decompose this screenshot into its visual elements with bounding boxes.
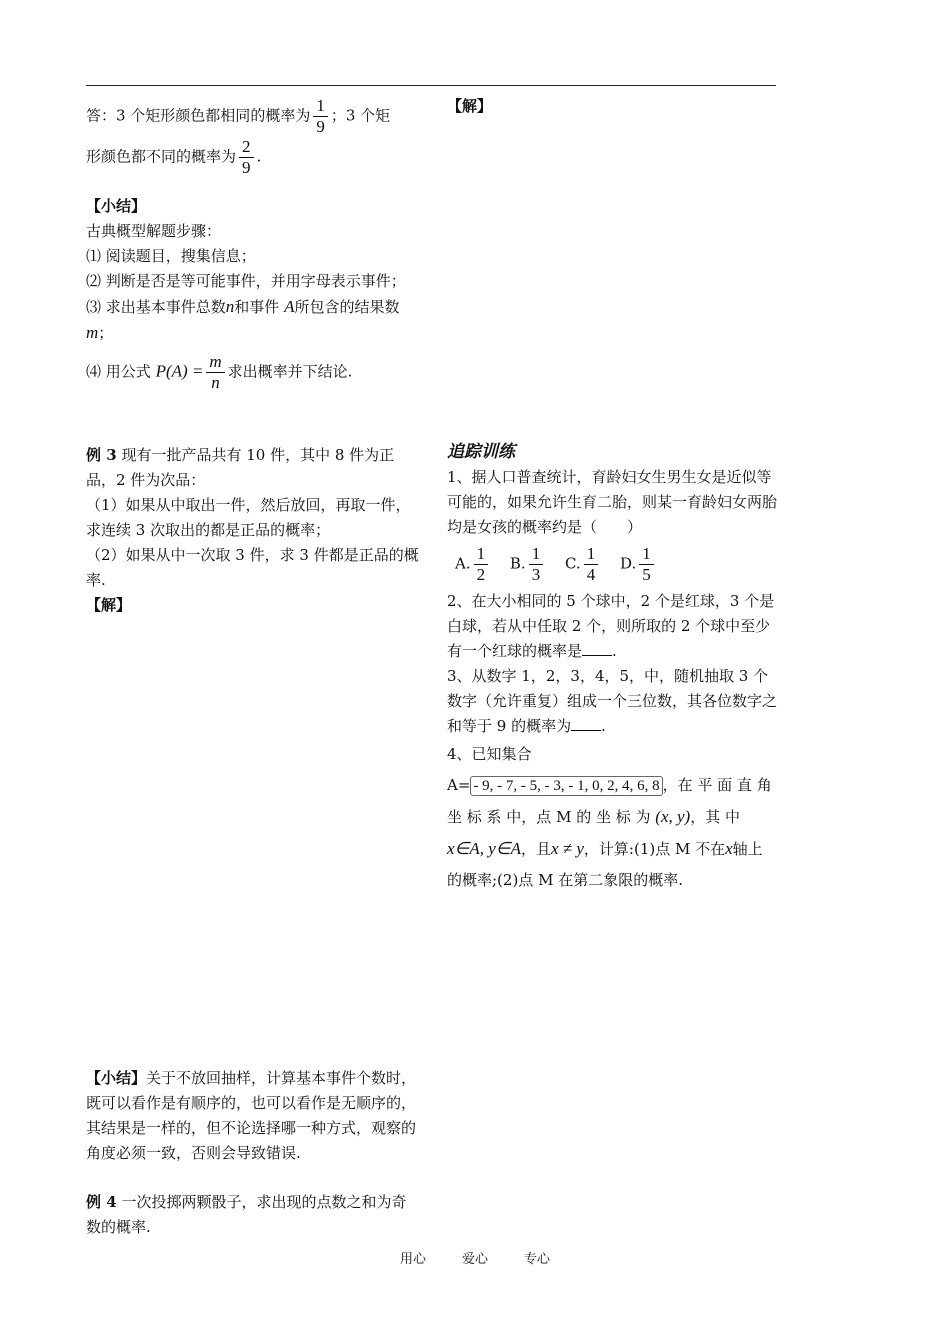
example-3-question-2: （2）如果从中一次取 3 件，求 3 件都是正品的概率.	[86, 546, 419, 589]
option-b: B. $\frac{1}{3}$	[510, 544, 546, 585]
example-4	[86, 1190, 421, 1240]
step-1: ⑴ 阅读题目，搜集信息；	[86, 247, 256, 265]
summary-2	[86, 1066, 421, 1166]
answer-text: 答：3 个矩形颜色都相同的概率为	[86, 106, 311, 125]
question-3: 3、从数字 1，2，3，4，5，中，随机抽取 3 个数字（允许重复）组成一个三位数，其各位数字之和等于 9 的概率为 .	[447, 667, 778, 735]
option-d: D. $\frac{1}{5}$	[620, 544, 657, 585]
header-rule	[86, 85, 776, 86]
example-4-text: 一次投掷两颗骰子，求出现的点数之和为奇数的概率.	[86, 1193, 407, 1236]
summary-2-heading: 【小结】	[86, 1069, 147, 1087]
formula: P(A) =	[155, 361, 204, 381]
step-4: ⑷ 用公式 P(A) = $\frac{m}{n}$ 求出概率并下结论.	[86, 352, 353, 392]
example-4-label: 例 4	[86, 1193, 117, 1211]
summary-section	[86, 194, 421, 393]
answer-blank	[571, 716, 601, 731]
coordinate: (x, y)	[655, 807, 691, 826]
example-3	[86, 443, 421, 618]
summary-heading: 【小结】	[86, 197, 147, 215]
step-3: ⑶ 求出基本事件总数n和事件 A所包含的结果数m；	[86, 297, 400, 342]
summary-intro: 古典概型解题步骤：	[86, 222, 222, 240]
summary-2-text: 关于不放回抽样，计算基本事件个数时，既可以看作是有顺序的，也可以看作是无顺序的，其结果是一样的，但不论选择哪一种方式，观察的角度必须一致，否则会导致错误.	[86, 1069, 417, 1162]
right-solution: 【解】	[447, 97, 493, 115]
question-1: 1、据人口普查统计，育龄妇女生男生女是近似等可能的，如果允许生育二胎，则某一育龄妇女两胎均是女孩的概率约是（ ）	[447, 468, 778, 536]
option-a: A. $\frac{1}{2}$	[455, 544, 491, 585]
option-c: C. $\frac{1}{4}$	[565, 544, 601, 585]
tracking-section	[447, 440, 777, 896]
question-1-options	[455, 544, 777, 585]
example-3-solution: 【解】	[86, 596, 132, 614]
answer-blank	[582, 641, 612, 656]
tracking-title: 追踪训练	[447, 442, 515, 462]
page-footer: 用心 爱心 专心	[399, 1252, 551, 1267]
answer-paragraph: 答：3 个矩形颜色都相同的概率为 $\frac{1}{9}$ ；3 个矩 形颜色都不同的概率为 $\frac{2}{9}$ .	[86, 96, 391, 177]
example-3-question-1: （1）如果从中取出一件，然后放回，再取一件，求连续 3 次取出的都是正品的概率；	[86, 496, 411, 539]
step-2: ⑵ 判断是否是等可能事件，并用字母表示事件；	[86, 272, 406, 290]
question-2: 2、在大小相同的 5 个球中，2 个是红球，3 个是白球，若从中任取 2 个，则所取的 2 个球中至少有一个红球的概率是 .	[447, 592, 775, 660]
set-a: - 9, - 7, - 5, - 3, - 1, 0, 2, 4, 6, 8	[470, 776, 662, 796]
example-3-text: 现有一批产品共有 10 件，其中 8 件为正品，2 件为次品：	[86, 446, 395, 489]
fraction-one-ninth: $\frac{1}{9}$	[313, 96, 328, 137]
fraction-two-ninths: $\frac{2}{9}$	[239, 137, 254, 178]
answer-text-2: 形颜色都不同的概率为	[86, 147, 237, 166]
example-3-label: 例 3	[86, 446, 117, 464]
question-4: 4、已知集合 A= - 9, - 7, - 5, - 3, - 1, 0, 2, 4, 6, 8 ，在 平 面 直 角 坐 标 系 中，点 M 的 坐 标 为 (x, y)，其 中 x∈A, y∈A，且x ≠ y，计算:(1)点 M 不在x轴上的概率;(2)点 M 在第二象限的概率.	[447, 745, 772, 889]
fraction-m-over-n: $\frac{m}{n}$	[206, 352, 224, 393]
